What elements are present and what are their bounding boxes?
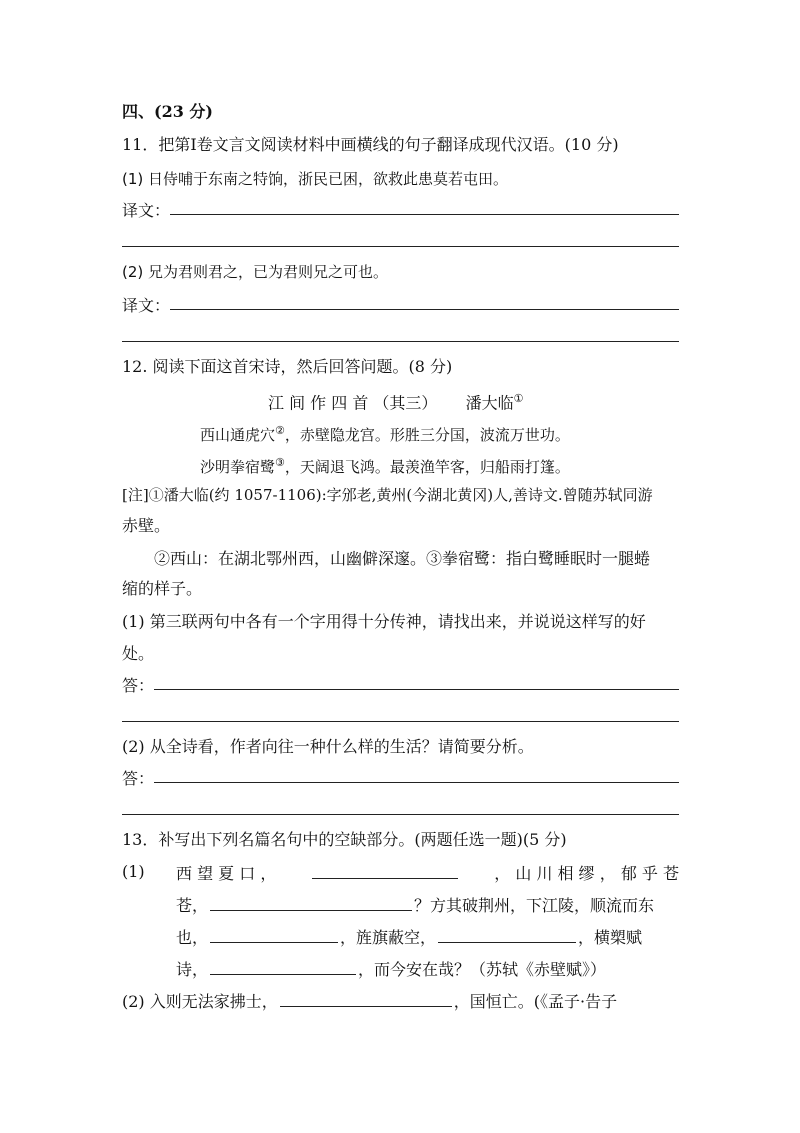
answer-line[interactable]	[170, 309, 679, 310]
q13-p1-l1-b: ， 山 川 相 缪 ， 郁 乎 苍	[494, 864, 679, 883]
poem-line-2	[200, 453, 570, 477]
answer-line[interactable]	[122, 341, 679, 342]
q13-p1-l3-a: 也，	[176, 928, 209, 947]
q12-answer-label-1: 答：	[122, 676, 155, 695]
poem-line-2b: ，天阔退飞鸿。最羡渔竿客，归船雨打篷。	[284, 458, 570, 476]
note-2-line-1: ②西山：在湖北鄂州西，山幽僻深邃。③拳宿鹭：指白鹭睡眠时一腿蜷	[154, 549, 651, 568]
poem-author: 潘大临	[465, 393, 514, 413]
q12-sub1-line-1: (1) 第三联两句中各有一个字用得十分传神，请找出来，并说说这样写的好	[122, 612, 646, 631]
note-1-line-1: [注]①潘大临(约 1057-1106):字邠老,黄州(今湖北黄冈)人,善诗文.曾随苏轼同游	[122, 486, 653, 504]
footnote-mark: ③	[275, 456, 285, 469]
q13-p1-l4-a: 诗，	[176, 960, 209, 979]
poem-title-text: 江 间 作 四 首 （其三）	[268, 393, 438, 413]
poem-title	[268, 389, 524, 413]
fill-blank[interactable]	[280, 990, 452, 1007]
q12-title: 12. 阅读下面这首宋诗，然后回答问题。(8 分)	[122, 357, 453, 376]
poem-line-1	[200, 421, 570, 445]
q13-p1-l2-a: 苍，	[176, 896, 209, 915]
fill-blank[interactable]	[438, 926, 576, 943]
q13-p2-a: (2) 入则无法家拂士，	[122, 992, 278, 1011]
q12-sub1-line-2: 处。	[122, 644, 155, 663]
q13-p1-l3-b: ，旌旗蔽空，	[340, 928, 437, 947]
fill-blank[interactable]	[210, 894, 412, 911]
q11-title: 11．把第Ⅰ卷文言文阅读材料中画横线的句子翻译成现代汉语。(10 分)	[122, 135, 619, 154]
q13-p1-l2-b: ？方其破荆州，下江陵，顺流而东	[414, 896, 655, 915]
q13-part1-number: (1)	[122, 862, 145, 881]
answer-line[interactable]	[170, 214, 679, 215]
note-2-line-2: 缩的样子。	[122, 579, 203, 598]
q11-answer-label-1: 译文：	[122, 201, 171, 220]
q11-sentence-1: (1) 日侍哺于东南之特饷，浙民已困，欲救此患莫若屯田。	[122, 170, 509, 188]
footnote-mark: ②	[275, 424, 285, 437]
footnote-mark: ①	[513, 392, 524, 405]
poem-line-2a: 沙明拳宿鹭	[200, 458, 276, 476]
q13-p1-l1-a: 西 望 夏 口 ，	[176, 864, 277, 883]
q13-part1-line-2	[176, 894, 654, 916]
answer-line[interactable]	[154, 782, 679, 783]
answer-line[interactable]	[122, 814, 679, 815]
answer-line[interactable]	[122, 246, 679, 247]
q12-answer-label-2: 答：	[122, 769, 155, 788]
fill-blank[interactable]	[312, 862, 458, 879]
q13-title: 13．补写出下列名篇名句中的空缺部分。(两题任选一题)(5 分)	[122, 830, 567, 849]
q13-part1-line-3	[176, 926, 642, 948]
poem-line-1b: ，赤壁隐龙宫。形胜三分国，波流万世功。	[284, 426, 570, 444]
fill-blank[interactable]	[210, 926, 338, 943]
poem-line-1a: 西山通虎穴	[200, 426, 276, 444]
q13-part1-line-4	[176, 958, 606, 980]
q13-part1-line-1	[176, 862, 679, 884]
fill-blank[interactable]	[210, 958, 356, 975]
answer-line[interactable]	[122, 721, 679, 722]
section-heading: 四、(23 分)	[122, 102, 213, 121]
q11-answer-label-2: 译文：	[122, 296, 171, 315]
q13-p1-l4-b: ，而今安在哉？（苏轼《赤壁赋》）	[358, 960, 607, 979]
q13-p2-b: ，国恒亡。(《孟子·告子	[453, 992, 618, 1011]
q13-part2-line-1	[122, 990, 617, 1012]
q11-sentence-2: (2) 兄为君则君之，已为君则兄之可也。	[122, 263, 389, 281]
note-1-line-2: 赤壁。	[122, 516, 171, 535]
answer-line[interactable]	[154, 689, 679, 690]
q13-p1-l3-c: ，横槊赋	[578, 928, 643, 947]
q12-sub2: (2) 从全诗看，作者向往一种什么样的生活？请简要分析。	[122, 737, 534, 756]
